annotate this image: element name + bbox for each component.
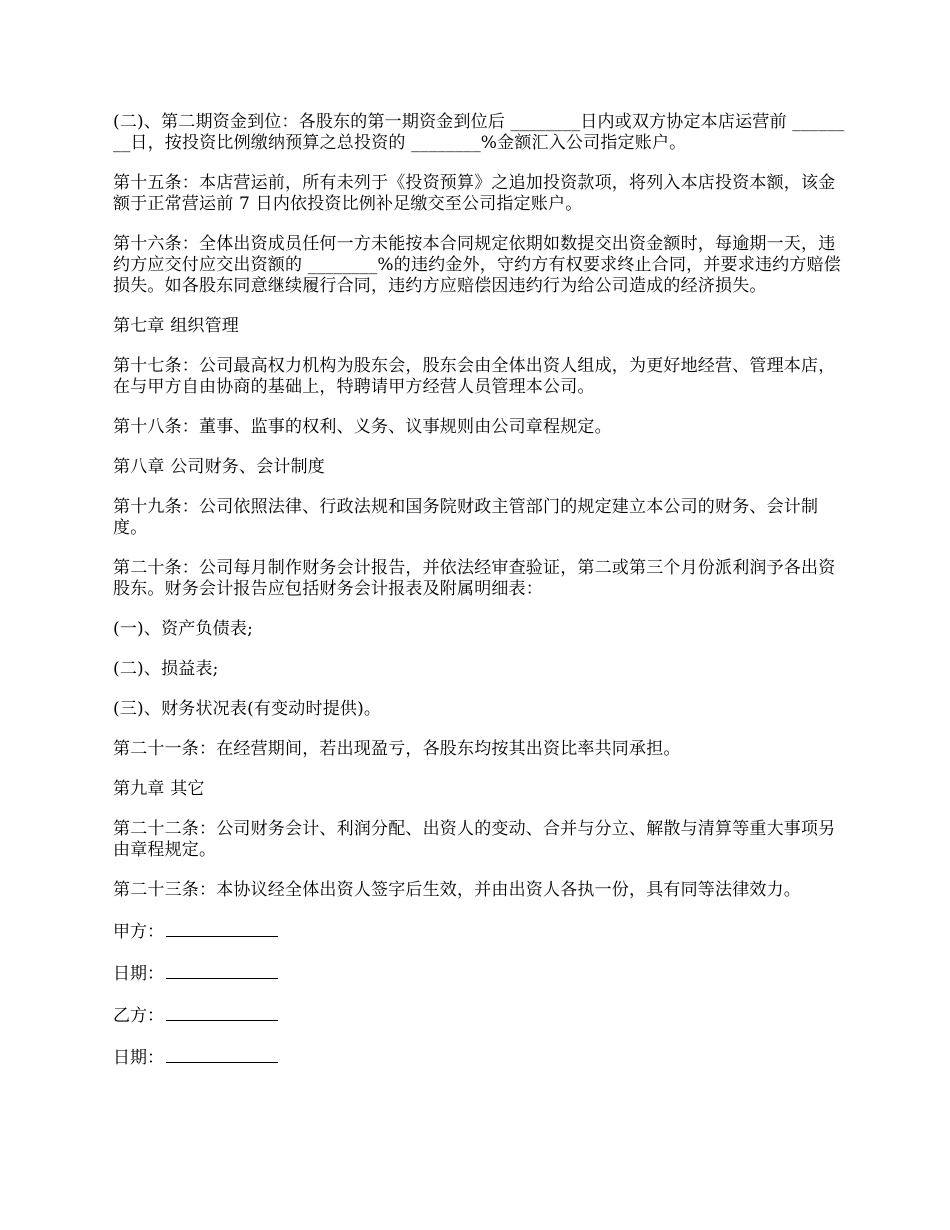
signature-blank xyxy=(166,962,278,979)
clause-paragraph: 第二十二条：公司财务会计、利润分配、出资人的变动、合并与分立、解散与清算等重大事项另由章程规定。 xyxy=(113,819,836,860)
clause-paragraph: (二)、第二期资金到位：各股东的第一期资金到位后 ________日内或双方协定本店运营前 ________日，按投资比例缴纳预算之总投资的 ________%金额汇入公司指定账户。 xyxy=(113,112,845,153)
clause-paragraph: 第十九条：公司依照法律、行政法规和国务院财政主管部门的规定建立本公司的财务、会计制度。 xyxy=(113,497,819,538)
chapter-heading: 第七章 组织管理 xyxy=(113,316,240,336)
signature-blank xyxy=(166,1046,278,1063)
list-item: (一)、资产负债表; xyxy=(113,619,253,639)
signature-line-date-b xyxy=(113,1046,850,1069)
signature-label: 乙方： xyxy=(113,1006,164,1026)
signature-label: 日期： xyxy=(113,964,164,984)
clause-paragraph: 第十八条：董事、监事的权利、义务、议事规则由公司章程规定。 xyxy=(113,417,612,437)
signature-line-date-a xyxy=(113,962,850,985)
list-item: (二)、损益表; xyxy=(113,659,219,679)
list-item: (三)、财务状况表(有变动时提供)。 xyxy=(113,699,382,719)
signature-label: 日期： xyxy=(113,1048,164,1068)
signature-blank xyxy=(166,920,278,937)
signature-line-party-a xyxy=(113,920,850,943)
chapter-heading: 第九章 其它 xyxy=(113,779,205,799)
clause-paragraph: 第十六条：全体出资成员任何一方未能按本合同规定依期如数提交出资金额时，每逾期一天，违约方应交付应交出资额的 ________%的违约金外，守约方有权要求终止合同，并要求违约方赔偿损失。如各股东同意继续履行合同，违约方应赔偿因违约行为给公司造成的经济损失。 xyxy=(113,234,841,296)
signature-label: 甲方： xyxy=(113,922,164,942)
clause-paragraph: 第二十三条：本协议经全体出资人签字后生效，并由出资人各执一份，具有同等法律效力。 xyxy=(113,880,801,900)
clause-paragraph: 第二十一条：在经营期间，若出现盈亏，各股东均按其出资比率共同承担。 xyxy=(113,739,681,759)
clause-paragraph: 第十七条：公司最高权力机构为股东会，股东会由全体出资人组成，为更好地经营、管理本店，在与甲方自由协商的基础上，特聘请甲方经营人员管理本公司。 xyxy=(113,356,836,397)
signature-line-party-b xyxy=(113,1004,850,1027)
clause-paragraph: 第二十条：公司每月制作财务会计报告，并依法经审查验证，第二或第三个月份派利润予各出资股东。财务会计报告应包括财务会计报表及附属明细表： xyxy=(113,558,836,599)
signature-blank xyxy=(166,1004,278,1021)
clause-paragraph: 第十五条：本店营运前，所有未列于《投资预算》之追加投资款项，将列入本店投资本额，该金额于正常营运前 7 日内依投资比例补足缴交至公司指定账户。 xyxy=(113,173,836,214)
chapter-heading: 第八章 公司财务、会计制度 xyxy=(113,457,326,477)
